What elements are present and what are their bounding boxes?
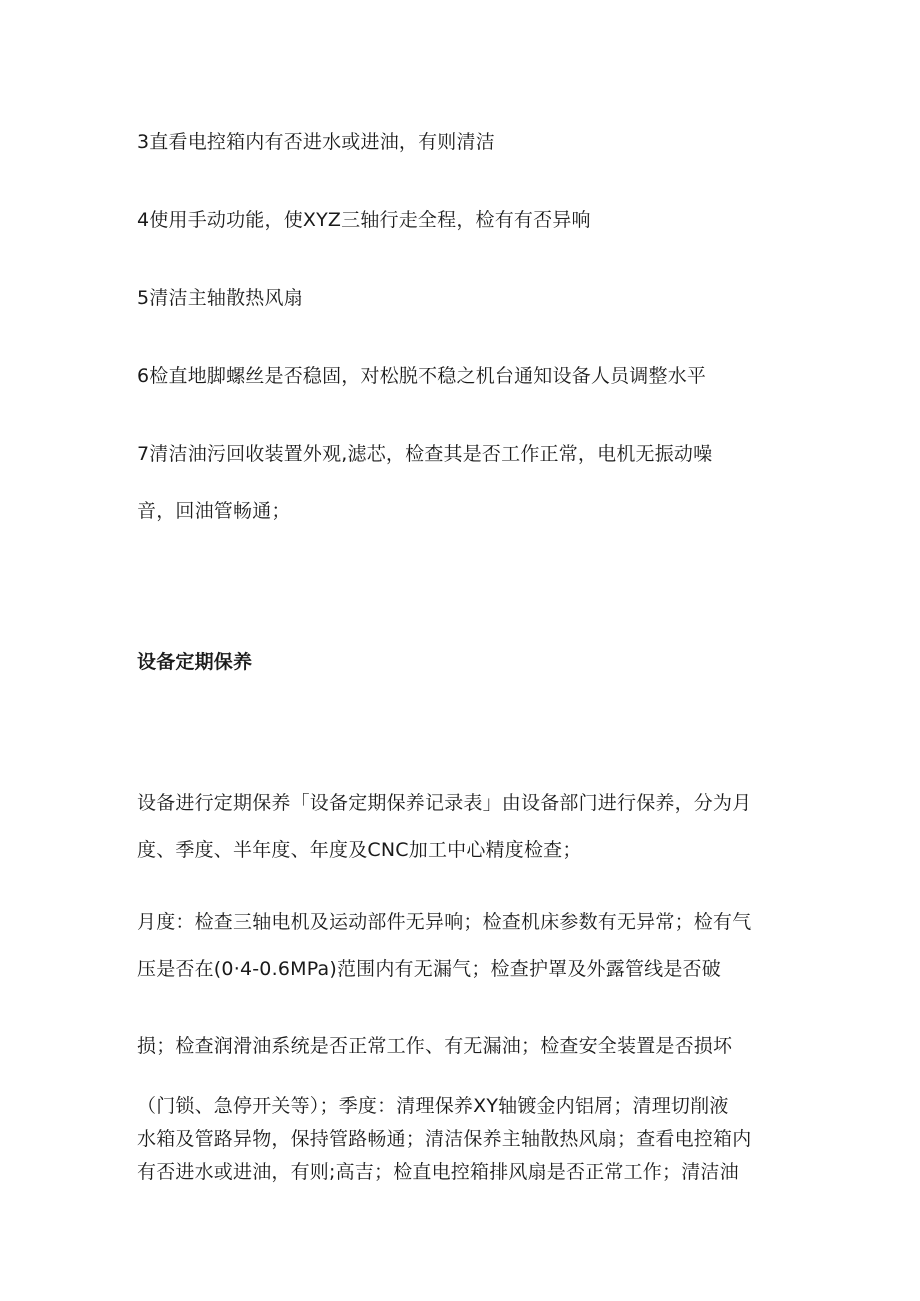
section-heading: 设备定期保养 [137, 651, 253, 673]
intro-line-2: 度、季度、半年度、年度及CNC加工中心精度检查； [137, 839, 582, 861]
monthly-line-6: 有否进水或进油，有则;高吉；检直电控箱排风扇是否正常工作；清洁油 [137, 1161, 739, 1183]
monthly-line-1: 月度：检查三轴电机及运动部件无异响；检查机床参数有无异常；检有气 [137, 911, 752, 933]
maintenance-item-7-continued: 音，回油管畅通； [137, 500, 291, 522]
monthly-line-4: （门锁、急停开关等）；季度：清理保养XY轴镀金内铝屑；清理切削液 [137, 1095, 729, 1117]
maintenance-item-7: 7清洁油污回收装置外观,滤芯，检查其是否工作正常，电机无振动噪 [137, 443, 713, 465]
maintenance-item-4: 4使用手动功能，使XYZ三轴行走全程，检有有否异响 [137, 209, 591, 231]
maintenance-item-3: 3直看电控箱内有否进水或进油，有则清洁 [137, 131, 495, 153]
intro-line-1: 设备进行定期保养「设备定期保养记录表」由设备部门进行保养，分为月 [137, 792, 752, 814]
monthly-line-2: 压是否在(0·4-0.6MPa)范围内有无漏气；检查护罩及外露管线是否破 [137, 958, 721, 980]
maintenance-item-6: 6检直地脚螺丝是否稳固，对松脱不稳之机台通知设备人员调整水平 [137, 365, 707, 387]
monthly-line-3: 损；检查润滑油系统是否正常工作、有无漏油；检查安全装置是否损坏 [137, 1035, 733, 1057]
monthly-line-5: 水箱及管路异物，保持管路畅通；清洁保养主轴散热风扇；查看电控箱内 [137, 1128, 752, 1150]
maintenance-item-5: 5清洁主轴散热风扇 [137, 287, 303, 309]
